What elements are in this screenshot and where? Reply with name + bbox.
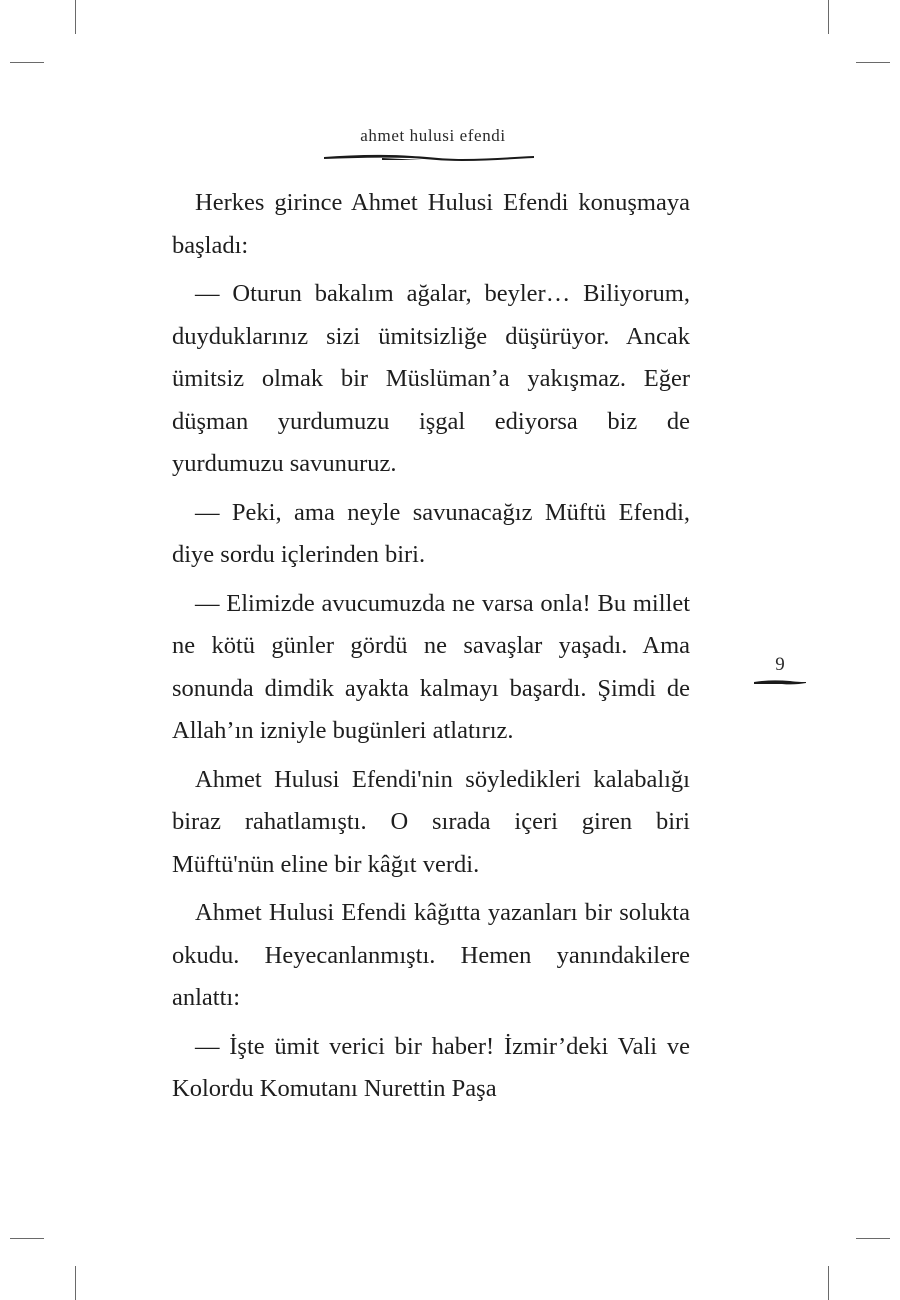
paragraph: — Elimizde avucumuzda ne varsa onla! Bu millet ne kötü günler gördü ne savaşlar yaşadı. Ama sonunda dimdik ayakta kalmayı başardı. Şimdi de Allah’ın izniyle bugünleri atlatırız. bbox=[172, 589, 690, 744]
crop-mark-top-left-vertical bbox=[75, 0, 76, 34]
crop-mark-top-right-horizontal bbox=[856, 62, 890, 63]
running-head: ahmet hulusi efendi bbox=[360, 126, 506, 145]
page-number: 9 bbox=[775, 654, 785, 675]
crop-mark-bottom-left-vertical bbox=[75, 1266, 76, 1300]
paragraph: Ahmet Hulusi Efendi'nin söyledikleri kalabalığı biraz rahatlamıştı. O sırada içeri giren biri Müftü'nün eline bir kâğıt verdi. bbox=[172, 765, 690, 878]
folio-brush-stroke bbox=[752, 676, 808, 688]
paragraph: Ahmet Hulusi Efendi kâğıtta yazanları bir solukta okudu. Heyecanlanmıştı. Hemen yanındakilere anlattı: bbox=[172, 899, 690, 1011]
crop-mark-bottom-right-horizontal bbox=[856, 1238, 890, 1239]
crop-mark-bottom-left-horizontal bbox=[10, 1238, 44, 1239]
paragraph: — İşte ümit verici bir haber! İzmir’deki Vali ve Kolordu Komutanı Nurettin Paşa bbox=[172, 1032, 690, 1102]
paragraph: — Peki, ama neyle savunacağız Müftü Efendi, diye sordu içlerinden biri. bbox=[172, 498, 690, 568]
brush-stroke-ornament bbox=[322, 150, 536, 164]
paragraph: Herkes girince Ahmet Hulusi Efendi konuşmaya başladı: bbox=[172, 189, 690, 259]
crop-mark-top-right-vertical bbox=[828, 0, 829, 34]
crop-mark-top-left-horizontal bbox=[10, 62, 44, 63]
body-text bbox=[172, 182, 690, 1111]
crop-mark-bottom-right-vertical bbox=[828, 1266, 829, 1300]
paragraph: — Oturun bakalım ağalar, beyler… Biliyorum, duyduklarınız sizi ümitsizliğe düşürüyor. Ancak ümitsiz olmak bir Müslüman’a yakışmaz. Eğer düşman yurdumuzu işgal ediyorsa biz de yurdumuzu savunuruz. bbox=[172, 280, 690, 477]
